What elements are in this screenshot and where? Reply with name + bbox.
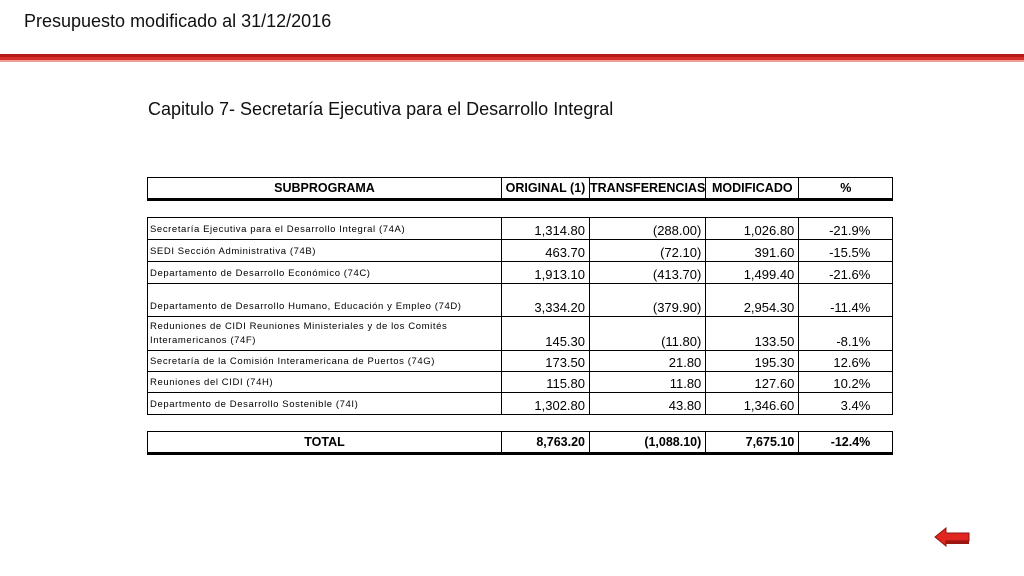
subprograma-cell: Departamento de Desarrollo Económico (74C): [148, 262, 502, 284]
table-spacer: [148, 200, 893, 218]
total-label: TOTAL: [148, 432, 502, 454]
original-cell: 463.70: [502, 240, 590, 262]
transferencias-cell: (72.10): [590, 240, 706, 262]
transferencias-cell: (379.90): [590, 284, 706, 317]
transferencias-cell: (11.80): [590, 317, 706, 351]
modificado-cell: 133.50: [706, 317, 799, 351]
subprograma-cell: Secretaría de la Comisión Interamericana de Puertos (74G): [148, 351, 502, 372]
table-spacer: [148, 415, 893, 432]
back-button[interactable]: [934, 527, 970, 547]
table-row: [148, 284, 893, 317]
title-divider-shadow: [0, 60, 1024, 62]
total-row: [148, 432, 893, 454]
percent-cell: 10.2%: [799, 372, 893, 393]
table-header-row: [148, 178, 893, 200]
modificado-cell: 127.60: [706, 372, 799, 393]
total-original: 8,763.20: [502, 432, 590, 454]
percent-cell: -21.9%: [799, 218, 893, 240]
subprograma-cell: Reduniones de CIDI Reuniones Ministeriales y de los Comités Interamericanos (74F): [148, 317, 502, 351]
percent-cell: -15.5%: [799, 240, 893, 262]
table-row: [148, 240, 893, 262]
original-cell: 1,913.10: [502, 262, 590, 284]
transferencias-cell: (413.70): [590, 262, 706, 284]
table-row: [148, 372, 893, 393]
column-header-original: ORIGINAL (1): [502, 178, 590, 200]
total-transferencias: (1,088.10): [590, 432, 706, 454]
original-cell: 173.50: [502, 351, 590, 372]
original-cell: 145.30: [502, 317, 590, 351]
table-row: [148, 218, 893, 240]
percent-cell: -11.4%: [799, 284, 893, 317]
total-modificado: 7,675.10: [706, 432, 799, 454]
table-row: [148, 351, 893, 372]
table-row: [148, 393, 893, 415]
original-cell: 3,334.20: [502, 284, 590, 317]
column-header-subprograma: SUBPROGRAMA: [148, 178, 502, 200]
subprograma-cell: Reuniones del CIDI (74H): [148, 372, 502, 393]
chapter-title: Capitulo 7- Secretaría Ejecutiva para el Desarrollo Integral: [148, 99, 614, 119]
original-cell: 1,302.80: [502, 393, 590, 415]
percent-cell: -8.1%: [799, 317, 893, 351]
percent-cell: 3.4%: [799, 393, 893, 415]
total-percent: -12.4%: [799, 432, 893, 454]
percent-cell: 12.6%: [799, 351, 893, 372]
table-row: [148, 262, 893, 284]
column-header-transferencias: TRANSFERENCIAS: [590, 178, 706, 200]
table-row: [148, 317, 893, 351]
modificado-cell: 1,346.60: [706, 393, 799, 415]
modificado-cell: 2,954.30: [706, 284, 799, 317]
transferencias-cell: 21.80: [590, 351, 706, 372]
subprograma-cell: Departmento de Desarrollo Sostenible (74I): [148, 393, 502, 415]
budget-table: [147, 177, 893, 455]
percent-cell: -21.6%: [799, 262, 893, 284]
subprograma-cell: Departamento de Desarrollo Humano, Educación y Empleo (74D): [148, 284, 502, 317]
subprograma-cell: Secretaría Ejecutiva para el Desarrollo Integral (74A): [148, 218, 502, 240]
transferencias-cell: 43.80: [590, 393, 706, 415]
transferencias-cell: (288.00): [590, 218, 706, 240]
subprograma-cell: SEDI Sección Administrativa (74B): [148, 240, 502, 262]
column-header-modificado: MODIFICADO: [706, 178, 799, 200]
original-cell: 115.80: [502, 372, 590, 393]
page-title: Presupuesto modificado al 31/12/2016: [24, 11, 332, 31]
modificado-cell: 195.30: [706, 351, 799, 372]
left-arrow-icon: [934, 527, 970, 547]
modificado-cell: 1,499.40: [706, 262, 799, 284]
modificado-cell: 1,026.80: [706, 218, 799, 240]
original-cell: 1,314.80: [502, 218, 590, 240]
transferencias-cell: 11.80: [590, 372, 706, 393]
modificado-cell: 391.60: [706, 240, 799, 262]
column-header-percent: %: [799, 178, 893, 200]
